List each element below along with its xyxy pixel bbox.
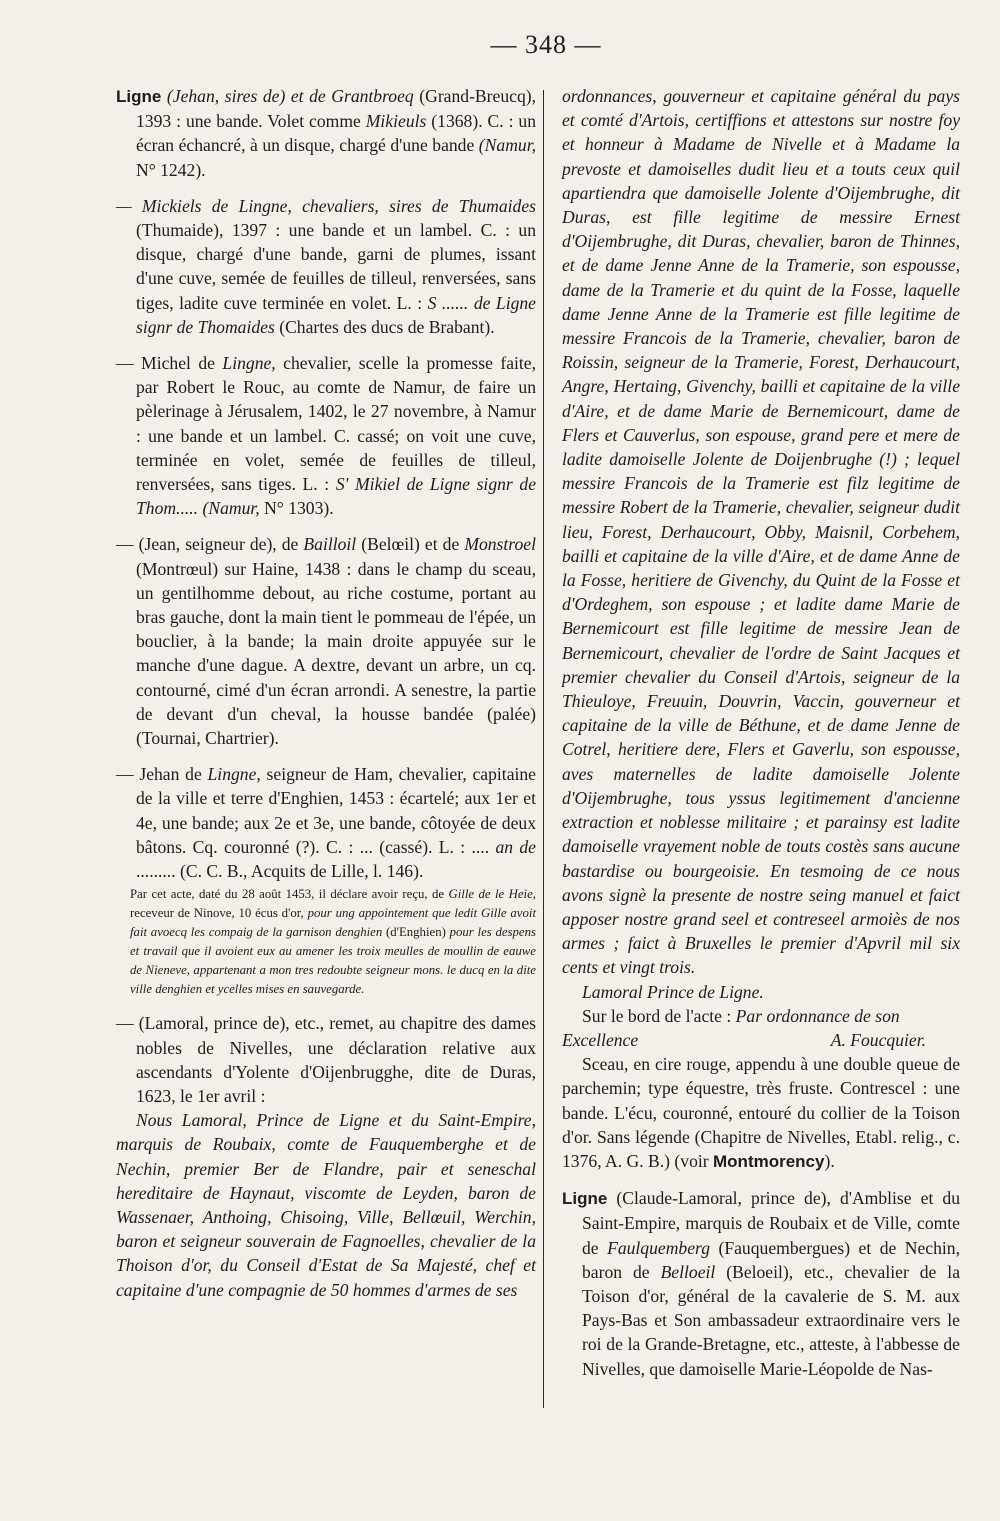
entry-claude-lamoral: Ligne (Claude-Lamoral, prince de), d'Amblise et du Saint-Empire, marquis de Roubaix et de Ville, comte de Faulquemberg (Fauquembergues) et de Nechin, baron de Belloeil (Beloeil), etc., chevalier de la Toison d'or, général de la cavalerie de S. M. aux Pays-Bas et Son ambassadeur extraordinaire vers le roi de la Grande-Bretagne, etc., atteste, à l'abbesse de Nivelles, que damoiselle Marie-Léopolde de Nas- [562, 1188, 960, 1379]
entry-lamoral: — (Lamoral, prince de), etc., remet, au chapitre des dames nobles de Nivelles, une déclaration relative aux ascendants d'Yolente d'Oijenbrugghe, dite de Duras, 1623, le 1er avril : [116, 1013, 536, 1106]
secretary-signature: A. Foucquier. [830, 1029, 926, 1050]
column-divider [543, 90, 544, 1408]
entry-heading: Ligne [562, 1189, 608, 1209]
entry-jehan-ham: — Jehan de Lingne, seigneur de Ham, chevalier, capitaine de la ville et terre d'Enghien, 1453 : écartelé; aux 1er et 4e, une bande; aux 2e et 3e, une bande, côtoyée de deux bâtons. Cq. couronné (?). C. : ... (cassé). L. : .... an de ......... (C. C. B., Acquits de Lille, l. 146). [116, 764, 536, 882]
declaration-start: Nous Lamoral, Prince de Ligne et du Saint-Empire, marquis de Roubaix, comte de Fauquemberghe et de Nechin, premier Ber de Flandre, pair et seneschal hereditaire de Haynaut, viscomte de Leyden, baron de Wassenaer, Anthoing, Chisoing, Ville, Bellœuil, Werchin, baron et seigneur souverain de Fagnoelles, chevalier de la Thoison d'or, du Conseil d'Estat de Sa Majesté, chef et capitaine d'une compagnie de 50 hommes d'armes de ses [116, 1110, 536, 1300]
entry-jehan-grantbroeq: Ligne (Jehan, sires de) et de Grantbroeq (Grand-Breucq), 1393 : une bande. Volet comme Mikieuls (1368). C. : un écran échancré, à un disque, chargé d'une bande (Namur, N° 1242). [116, 86, 537, 180]
footnote-1453: Par cet acte, daté du 28 août 1453, il déclare avoir reçu, de Gille de le Heie, receveur de Ninove, 10 écus d'or, pour ung appointement que ledit Gille avoit fait avoecq les compaig de la garnison denghien (d'Enghien) pour les despens et travail que il avoient eux au amener les troix meulles de moullin de eauwe de Nieneve, appartenant a mon tres redoubte seigneur mons. le ducq en la dite ville denghien et ycelles mises en sauvegarde. [130, 887, 536, 997]
seal-description: Sceau, en cire rouge, appendu à une double queue de parchemin; type équestre, très fruste. Contrescel : une bande. L'écu, couronné, entouré du collier de la Toison d'or. Sans légende (Chapitre de Nivelles, Etabl. relig., c. 1376, A. G. B.) (voir Montmorency). [562, 1054, 960, 1171]
page-number: — 348 — [490, 30, 602, 59]
entry-michel: — Michel de Lingne, chevalier, scelle la promesse faite, par Robert le Rouc, au comte de Namur, de faire un pèlerinage à Jérusalem, 1402, le 27 novembre, à Namur : une bande et un lambel. C. cassé; on voit une cuve, terminée en volet, semée de feuilles de tilleul, renversées, sans tiges. L. : S' Mikiel de Ligne signr de Thom..... (Namur, N° 1303). [116, 353, 537, 519]
entry-mickiels: — Mickiels de Lingne, chevaliers, sires de Thumaides (Thumaide), 1397 : une bande et un lambel. C. : un disque, chargé d'une bande, garni de plumes, issant d'une cuve, semée de feuilles de tilleul, renversées, sans tiges, ladite cuve terminée en volet. L. : S ...... de Ligne signr de Thomaides (Chartes des ducs de Brabant). [116, 195, 536, 337]
declaration-continued: ordonnances, gouverneur et capitaine général du pays et comté d'Artois, certiffions et attestons sur nostre foy et honneur à Madame de Nivelle et à Madame la prevoste et damoiselles dudit lieu et a touts ceux quil apartiendra que damoiselle Jolente d'Oijembrughe, dit Duras, est fille legitime de messire Ernest d'Oijembrughe, dit Duras, chevalier, baron de Thinnes, et de dame Jenne Anne de la Tramerie, son espousse, dame de la Tramerie et du quint de la Fosse, laquelle dame Jenne Anne de la Tramerie est fille legitime de messire Francois de la Tramerie, chevalier, baron de Roissin, seigneur de la Tramerie, Forest, Derhaucourt, Angre, Hertaing, Givenchy, bailli et capitaine de la ville d'Aire, et de dame Marie de Bernemicourt, dame de Flers et Cauverlus, son espouse, grand pere et mere de ladite damoiselle Jolente de Doijenbrughe (!) ; lequel messire Francois de la Tramerie est filz legitime de messire Robert de la Tramerie, chevalier, seigneur dudit lieu, Forest, Derhaucourt, Obby, Maisnil, Corbehem, bailli et capitaine de la ville d'Aire, et de dame Anne de la Fosse, heritiere de Givenchy, du Quint de la Fosse et d'Ordeghem, son espouse ; et ladite dame Marie de Bernemicourt est fille legitime de messire Jean de Bernemicourt, chevalier de l'ordre de Saint Jacques et premier chevalier du Conseil d'Artois, seigneur de la Thieuloye, Freuuin, Douvrin, Vaccin, gouverneur et capitaine de la ville de Béthune, et de dame Jenne de Cotrel, heritiere dere, Flers et Gaverlu, son espousse, aves maternelles de ladite damoiselle Jolente d'Oijembrughe, tous yssus legitimement d'ancienne extraction et noblesse militaire ; et parainsy est ladite damoiselle vrayement noble de touts costès sans aucune bastardise ou bourgeoisie. En tesmoing de ce nous avons signè la presente de nostre seing manuel et faict apposer nostre grand seel et contreseel armoiès de nos armes ; faict à Bruxelles le premier d'Apvril mil six cents et vingt trois. [562, 86, 960, 978]
right-column [562, 84, 960, 1393]
entry-heading: Ligne [116, 87, 162, 106]
left-column [116, 84, 536, 1314]
signature: Lamoral Prince de Ligne. [582, 981, 764, 1002]
marginal-note: Sur le bord de l'acte : Par ordonnance de son Excellence A. Foucquier. [562, 1004, 960, 1052]
entry-jean-bailloil: — (Jean, seigneur de), de Bailloil (Belœil) et de Monstroel (Montrœul) sur Haine, 1438 : dans le champ du sceau, un gentilhomme debout, au riche costume, portant au bras gauche, dont la main tient le pommeau de l'épée, un bouclier, à la bande; la main droite appuyée sur le manche d'une dague. A dextre, devant un arbre, un cq. contourné, cimé d'un écran arrondi. A senestre, la partie de devant d'un cheval, la housse bandée (palée) (Tournai, Chartrier). [116, 534, 536, 749]
